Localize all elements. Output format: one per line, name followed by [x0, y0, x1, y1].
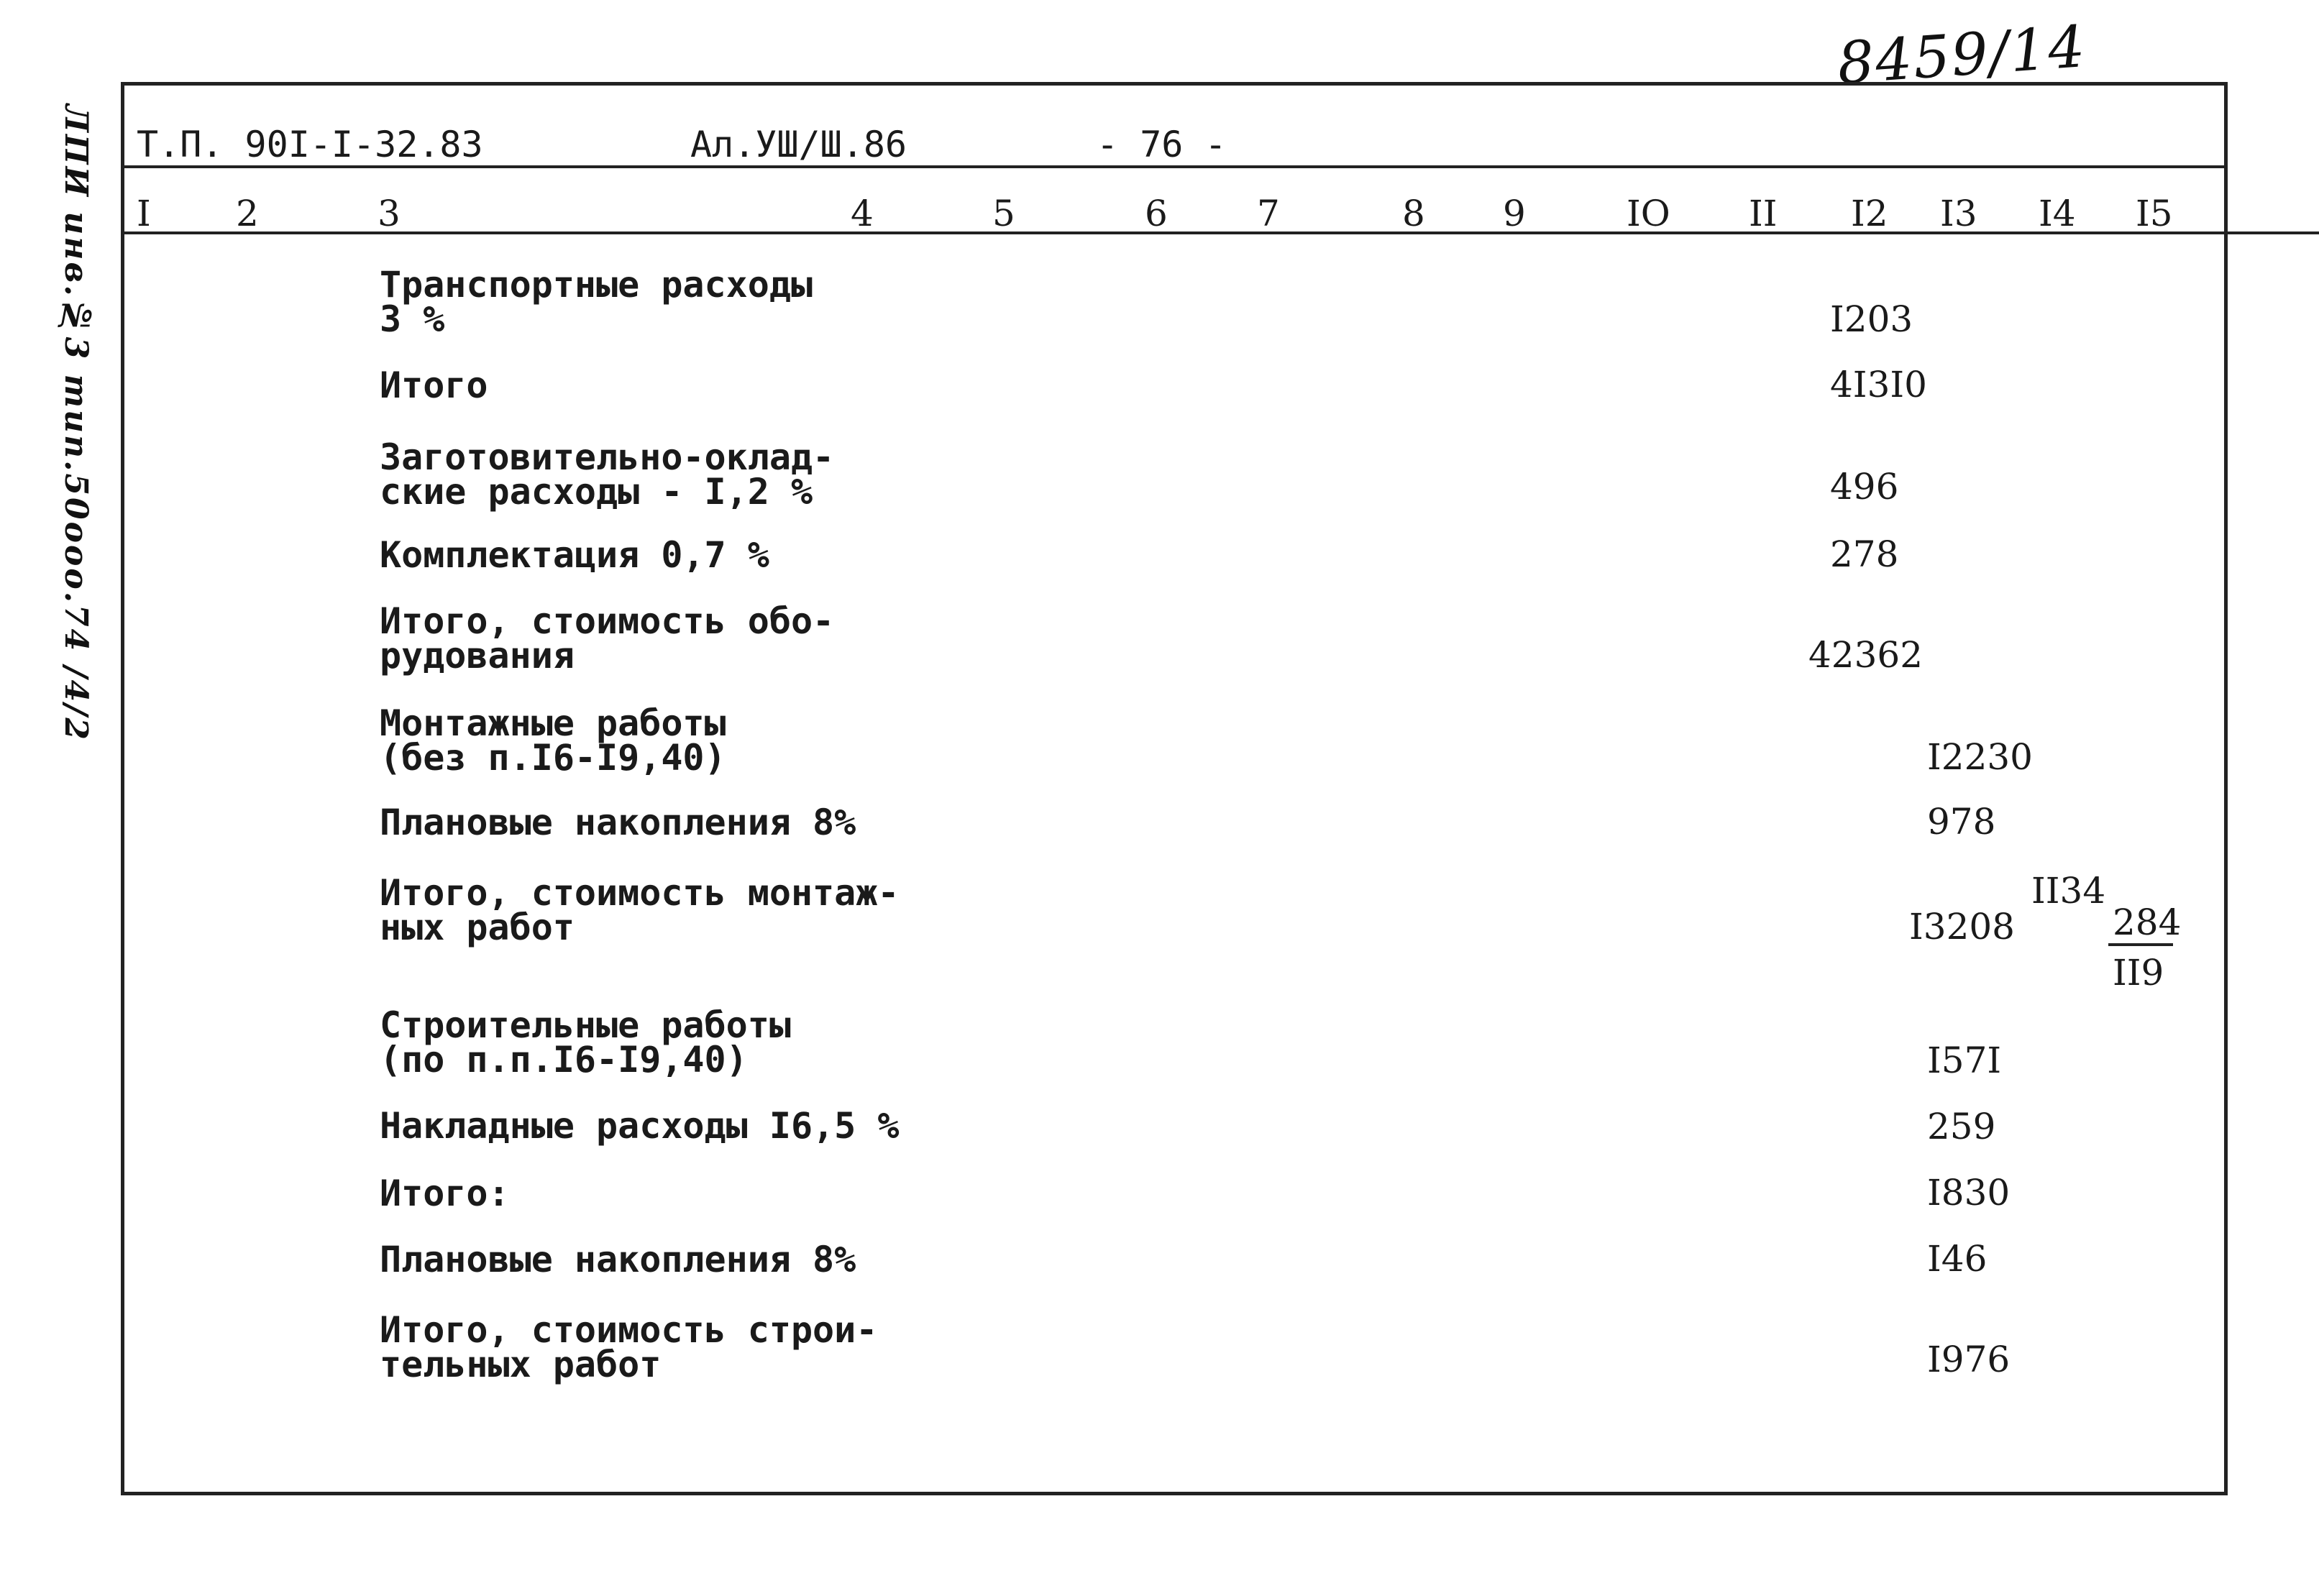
margin-stamp: ЛПИ инв.№3 тип.50ооо.74 /4/2: [58, 104, 94, 742]
fraction-denominator: II9: [2113, 952, 2164, 994]
column-number: 8: [1402, 193, 1425, 234]
row-description: Монтажные работы (без п.I6-I9,40): [380, 702, 726, 779]
row-description: Комплектация 0,7 %: [380, 534, 769, 576]
row-value-col13: I3208: [1909, 906, 2015, 948]
column-number: 6: [1145, 193, 1168, 234]
row-description: Плановые накопления 8%: [380, 1239, 856, 1280]
header-rule: [121, 165, 2228, 168]
row-value-col12: 278: [1830, 533, 1899, 575]
fraction-numerator: 284: [2113, 902, 2182, 943]
project-code: Т.П. 90I-I-32.83: [137, 124, 483, 165]
row-value-col13: I830: [1927, 1172, 2011, 1214]
page-number: - 76 -: [1097, 124, 1227, 165]
column-number: IO: [1627, 193, 1670, 234]
document-number: 8459/14: [1835, 13, 2089, 97]
row-description: Строительные работы (по п.п.I6-I9,40): [380, 1004, 791, 1081]
column-number: II: [1749, 193, 1778, 234]
row-value-col13: I46: [1927, 1238, 1988, 1280]
row-description: Транспортные расходы 3 %: [380, 264, 813, 340]
column-number: 4: [851, 193, 874, 234]
row-description: Накладные расходы I6,5 %: [380, 1105, 900, 1147]
row-value-col12: 496: [1830, 466, 1899, 508]
row-description: Итого, стоимость монтаж- ных работ: [380, 872, 900, 948]
row-description: Итого, стоимость обо- рудования: [380, 600, 835, 677]
column-number: 9: [1503, 193, 1526, 234]
album-ref: Ал.УШ/Ш.86: [690, 124, 907, 165]
row-description: Плановые накопления 8%: [380, 802, 856, 843]
row-description: Итого: [380, 364, 488, 406]
row-description: Итого, стоимость строи- тельных работ: [380, 1309, 878, 1385]
column-number: I3: [1940, 193, 1977, 234]
column-header-rule: [121, 231, 2319, 234]
row-value-col13: I2230: [1927, 736, 2033, 778]
row-value-col12: I203: [1830, 298, 1913, 340]
column-number: I2: [1851, 193, 1888, 234]
row-value-col13: I57I: [1927, 1040, 2002, 1081]
column-number: 7: [1257, 193, 1280, 234]
row-value-col13: 259: [1927, 1106, 1996, 1147]
row-value-col12: 42362: [1808, 634, 1924, 676]
row-value-col14: II34: [2031, 870, 2106, 912]
row-value-col13: I976: [1927, 1339, 2011, 1380]
fraction-bar: [2108, 943, 2173, 946]
column-number: I4: [2039, 193, 2076, 234]
row-value-col13: 978: [1927, 801, 1996, 843]
column-number: I5: [2136, 193, 2173, 234]
column-number: 5: [992, 193, 1015, 234]
row-description: Итого:: [380, 1173, 510, 1214]
row-value-col12: 4I3I0: [1830, 364, 1927, 405]
column-number: 3: [378, 193, 401, 234]
row-description: Заготовительно-оклад- ские расходы - I,2 %: [380, 436, 835, 513]
column-number: I: [137, 193, 151, 234]
column-number: 2: [236, 193, 259, 234]
